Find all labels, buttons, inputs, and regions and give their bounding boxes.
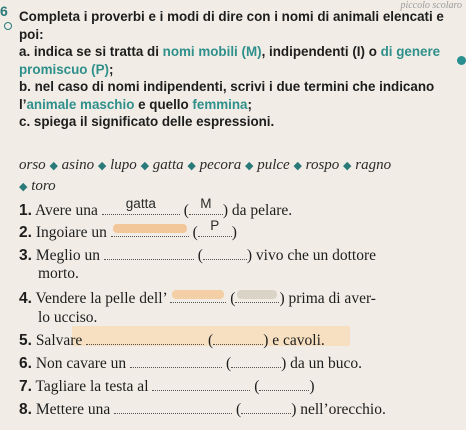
exercise-row-tail: ) nell’orecchio.	[291, 401, 386, 418]
exercise-continuation: morto.	[38, 265, 79, 282]
type-blank[interactable]	[241, 399, 291, 414]
scribbled-type-icon	[237, 290, 277, 299]
exercise-row: 6. Non cavare un ( ) da un buco.	[19, 355, 363, 372]
exercise-continuation: lo ucciso.	[38, 309, 98, 326]
exercise-row-number: 5.	[19, 332, 32, 349]
exercise-row-text: Salvare	[35, 332, 83, 349]
animal-blank[interactable]	[114, 399, 232, 414]
scribbled-answer-icon	[113, 224, 187, 233]
diamond-icon: ◆	[343, 160, 352, 172]
exercise-row-text: Mettere una	[35, 401, 111, 418]
exercise-row-tail: )	[231, 224, 237, 241]
animal-blank[interactable]	[152, 376, 250, 391]
diamond-icon: ◆	[293, 160, 302, 172]
exercise-row: 1. Avere una gatta ( M ) da pelare.	[19, 196, 293, 219]
type-blank[interactable]	[235, 288, 279, 303]
instruction-a: a. indica se si tratta di nomi mobili (M), indipendenti (I) o di genere promiscuo (P);	[19, 44, 441, 77]
instruction-b: b. nel caso di nomi indipendenti, scrivi i due termini che indicano l’animale maschio e quello femmina;	[19, 79, 435, 112]
animal-blank[interactable]	[102, 196, 180, 215]
exercise-row-tail: ) prima di aver-	[279, 290, 376, 307]
exercise-row-number: 1.	[19, 202, 32, 219]
page-header-note: piccolo scolaro	[400, 0, 462, 11]
word-item: pecora	[199, 157, 242, 173]
diamond-icon: ◆	[245, 160, 254, 172]
exercise-row: 3. Meglio un ( ) vivo che un dottore	[19, 247, 377, 264]
exercise-row: 8. Mettere una ( ) nell’orecchio.	[19, 401, 386, 418]
exercise-number: 6	[0, 3, 8, 19]
exercise-row-number: 2.	[19, 224, 32, 241]
exercise-row: 2. Ingoiare un ( P )	[19, 218, 237, 241]
animal-blank[interactable]	[111, 222, 189, 237]
type-blank[interactable]	[198, 218, 232, 237]
word-item: ragno	[355, 157, 392, 173]
word-item: rospo	[305, 157, 340, 173]
handwritten-type: P	[210, 218, 220, 233]
margin-marker-icon	[4, 22, 12, 30]
exercise-row-text: Avere una	[34, 202, 98, 219]
handwritten-type: M	[200, 196, 212, 211]
animal-blank[interactable]	[170, 288, 226, 303]
diamond-icon: ◆	[187, 160, 196, 172]
instruction-intro: Completa i proverbi e i modi di dire con i nomi di animali elencati e poi:	[19, 9, 444, 42]
exercise-row: 4. Vendere la pelle dell’ ( ) prima di aver-	[19, 290, 376, 307]
exercise-row-text: Meglio un	[35, 247, 100, 264]
handwritten-answer: gatta	[125, 196, 156, 211]
word-item: asino	[61, 157, 95, 173]
type-blank[interactable]	[203, 245, 247, 260]
exercise-row-number: 6.	[19, 355, 32, 372]
exercise-row-text: Tagliare la testa al	[35, 378, 149, 395]
exercise-row-number: 3.	[19, 247, 32, 264]
word-item: lupo	[110, 157, 137, 173]
scribbled-answer-icon	[172, 290, 224, 299]
exercise-row-tail: ) e cavoli.	[263, 332, 325, 349]
diamond-icon: ◆	[19, 181, 28, 193]
word-item: orso	[19, 157, 46, 173]
exercise-row-number: 8.	[19, 401, 32, 418]
instructions	[19, 8, 459, 131]
animal-blank[interactable]	[130, 353, 222, 368]
diamond-icon: ◆	[140, 160, 150, 172]
type-blank[interactable]	[231, 353, 281, 368]
word-item: toro	[31, 178, 56, 194]
instruction-c: c. spiega il significato delle espressioni.	[19, 114, 275, 129]
exercise-row-tail: ) da un buco.	[281, 355, 363, 372]
exercise-row-text: Vendere la pelle dell’	[35, 290, 167, 307]
animal-blank[interactable]	[86, 330, 204, 345]
word-item: gatta	[152, 157, 184, 173]
type-blank[interactable]	[213, 330, 263, 345]
animal-blank[interactable]	[104, 245, 194, 260]
exercise-row-number: 4.	[19, 290, 32, 307]
exercise-row-number: 7.	[19, 378, 32, 395]
type-blank[interactable]	[189, 196, 223, 215]
exercise-row-tail: )	[309, 378, 315, 395]
exercise-row-text: Ingoiare un	[35, 224, 107, 241]
exercise-row-tail: ) vivo che un dottore	[246, 247, 377, 264]
word-list	[19, 155, 459, 197]
word-item: pulce	[257, 157, 290, 173]
exercise-row-text: Non cavare un	[35, 355, 127, 372]
exercise-row: 7. Tagliare la testa al ( )	[19, 378, 315, 395]
diamond-icon: ◆	[49, 160, 58, 172]
exercise-row: 5. Salvare ( ) e cavoli.	[19, 332, 325, 349]
diamond-icon: ◆	[97, 160, 107, 172]
type-blank[interactable]	[259, 376, 309, 391]
exercise-row-tail: ) da pelare.	[222, 202, 293, 219]
